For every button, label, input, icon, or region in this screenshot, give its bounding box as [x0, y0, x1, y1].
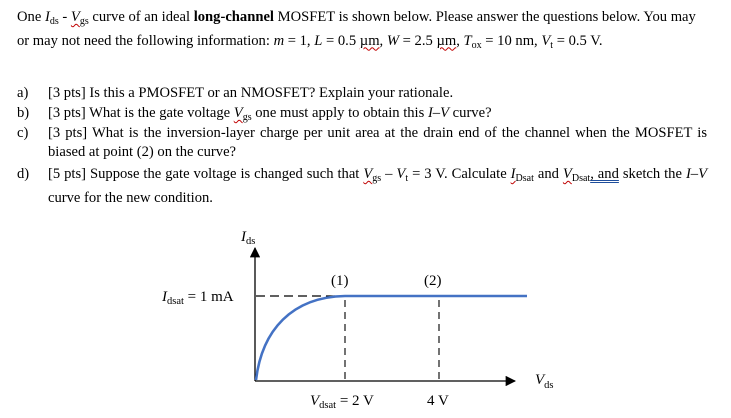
vds-4v-tick-label: 4 V	[427, 393, 449, 409]
vdsat-tick-label: $V_{dsat} = 2$ V	[310, 393, 374, 411]
question-a: a) [3 pts] Is this a PMOSFET or an NMOSFET? Explain your rationale.	[17, 85, 454, 101]
x-axis-label: $V_{ds}$	[535, 372, 554, 391]
question-d: d) [5 pts] Suppose the gate voltage is changed such that $V_{gs} - V_t = 3$ V. Calculate $I_{Dsat}$ and $V_{Dsat}$, and sketch the I–V curve for the new condition.	[17, 166, 708, 206]
problem-intro: One $I_{ds} - V_{gs}$ curve of an ideal long-channel MOSFET is shown below. Please answer the questions below. You may or may not need the following information: m = 1, L = 0.5 µm, W = 2.5 µm, $T_{ox} = 10$ nm, $V_t = 0.5$ V.	[17, 9, 696, 51]
question-b: b) [3 pts] What is the gate voltage $V_{gs}$ one must apply to obtain this I–V curve?	[17, 105, 492, 123]
idsat-label: $I_{dsat} = 1$ mA	[162, 289, 234, 307]
intro-text: One	[17, 9, 45, 25]
question-c: c) [3 pts] What is the inversion-layer charge per unit area at the drain end of the channel when the MOSFET is biased at point (2) on the curve?	[17, 125, 707, 160]
point-1-label: (1)	[331, 273, 349, 289]
iv-curve	[256, 296, 527, 380]
spellcheck-vgs: $V_{gs}$	[70, 9, 89, 27]
y-axis-label: $I_{ds}$	[241, 229, 256, 247]
point-2-label: (2)	[424, 273, 442, 289]
